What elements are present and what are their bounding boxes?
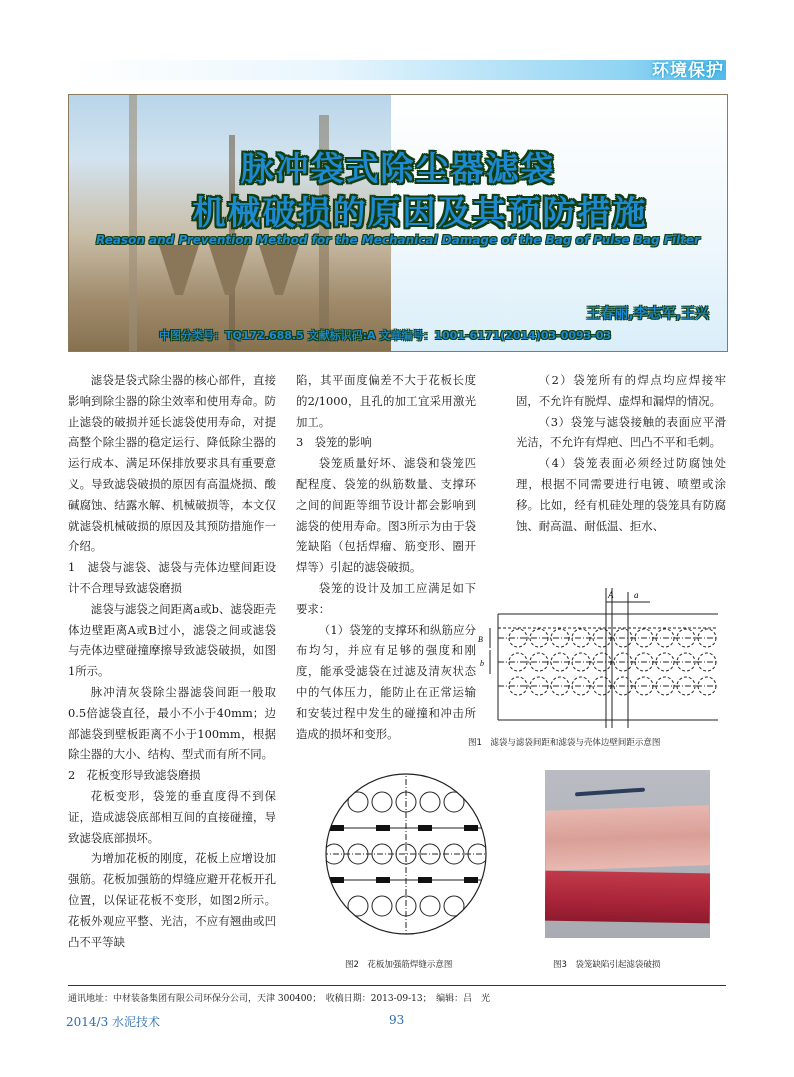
banner-photo-hopper: [159, 245, 199, 295]
body-paragraph: 为增加花板的刚度，花板上应增设加强筋。花板加强筋的焊缝应避开花板开孔位置，以保证花板不变形，如图2所示。花板外观应平整、光洁，不应有翘曲或凹凸不平等缺: [68, 851, 276, 949]
body-paragraph: 花板变形，袋笼的垂直度得不到保证，造成滤袋底部相互间的直接碰撞，导致滤袋底部损坏。: [68, 788, 276, 845]
body-paragraph: （4）袋笼表面必须经过防腐蚀处理，根据不同需要进行电镀、喷塑或涂移。比如，经有机硅处理的袋笼具有防腐蚀、耐高温、耐低温、拒水、: [516, 456, 726, 533]
body-paragraph: （2）袋笼所有的焊点均应焊接牢固，不允许有脱焊、虚焊和漏焊的情况。: [516, 373, 726, 408]
body-paragraph: （1）袋笼的支撑环和纵筋应分布均匀，并应有足够的强度和刚度，能承受滤袋在过滤及清灰状态中的气体压力，能防止在正常运输和安装过程中发生的碰撞和冲击所造成的损坏和变形。: [296, 622, 476, 741]
body-paragraph: 脉冲清灰袋除尘器滤袋间距一般取0.5倍滤袋直径，最小不小于40mm；边部滤袋到壁板距离不小于100mm，根据除尘器的大小、结构、型式而有所不同。: [68, 684, 276, 762]
fig2-bag-hole: [444, 792, 464, 812]
section-label: 环境保护: [652, 61, 724, 81]
article-title-line2: 机械破损的原因及其预防措施: [192, 193, 648, 232]
fig2-bag-hole: [444, 896, 464, 916]
text-column-1: [68, 370, 276, 952]
journal-issue: 2014/3 水泥技术: [66, 1015, 161, 1029]
body-paragraph: （3）袋笼与滤袋接触的表面应平滑光洁，不允许有焊疤、凹凸不平和毛刺。: [516, 414, 726, 450]
cage-wire: [575, 788, 645, 797]
body-paragraph: 滤袋是袋式除尘器的核心部件，直接影响到除尘器的除尘效率和使用寿命。防止滤袋的破损并延长滤袋使用寿命，对提高整个除尘器的稳定运行、降低除尘器的运行成本、满足环保排放要求具有重要意义。导致滤袋破损的原因有高温烧损、酸碱腐蚀、结露水解、机械破损等，本文仅就滤袋机械破损的原因及其预防措施作一介绍。: [68, 373, 276, 554]
fig1-label-A: A: [608, 590, 614, 600]
figure-1-caption: 图1 滤袋与滤袋间距和滤袋与壳体边壁间距示意图: [468, 738, 661, 748]
fig2-bag-hole: [420, 792, 440, 812]
article-authors: 王春丽,李志军,王兴: [586, 306, 709, 322]
text-column-2: [296, 370, 476, 744]
title-banner: [68, 94, 728, 352]
text-column-3: [516, 370, 726, 536]
figure-3-photo: [545, 770, 710, 938]
figure-1-spacing-diagram: [478, 588, 726, 734]
banner-photo-hopper: [209, 245, 249, 295]
fig2-weld-mark: [376, 877, 390, 883]
figure-2-tubesheet-diagram: [322, 768, 490, 940]
body-paragraph: 袋笼质量好坏、滤袋和袋笼匹配程度、袋笼的纵筋数量、支撑环之间的间距等细节设计都会影响到滤袋的使用寿命。图3所示为由于袋笼缺陷（包括焊瘤、筋变形、圈开焊等）引起的滤袋破损。: [296, 456, 476, 575]
body-paragraph: 滤袋与滤袋之间距离a或b、滤袋距壳体边壁距离A或B过小，滤袋之间或滤袋与壳体边壁碰撞摩擦导致滤袋破损，如图1所示。: [68, 601, 276, 679]
classification-line: 中图分类号：TQ172.688.5 文献标识码:A 文章编号：1001-6171(2014)03-0093-03: [159, 329, 612, 342]
fig2-weld-mark: [464, 825, 478, 831]
fig2-bag-hole: [348, 896, 368, 916]
article-title-line1: 脉冲袋式除尘器滤袋: [240, 149, 556, 188]
fig2-weld-mark: [330, 877, 344, 883]
fig1-label-b: b: [480, 659, 484, 668]
fig1-label-B: B: [478, 635, 483, 644]
fig1-label-a: a: [634, 590, 639, 600]
header-bar: [68, 60, 726, 80]
section-heading: 2 花板变形导致滤袋磨损: [68, 768, 201, 783]
body-paragraph: 袋笼的设计及加工应满足如下要求：: [296, 580, 476, 616]
fig2-bag-hole: [348, 792, 368, 812]
figure-3-caption: 图3 袋笼缺陷引起滤袋破损: [553, 960, 661, 970]
fig2-weld-mark: [418, 825, 432, 831]
fig2-bag-hole: [420, 896, 440, 916]
article-title-english: Reason and Prevention Method for the Mechanical Damage of the Bag of Pulse Bag Filter: [96, 233, 700, 247]
footer-rule: [68, 985, 726, 986]
footer-address: 通讯地址：中材装备集团有限公司环保分公司，天津 300400； 收稿日期：2013-09-13； 编辑：吕 光: [68, 994, 491, 1004]
section-heading: 陷，其平面度偏差不大于花板长度的2/1000，且孔的加工宜采用激光加工。: [296, 373, 476, 429]
section-heading: 1 滤袋与滤袋、滤袋与壳体边壁间距设计不合理导致滤袋磨损: [68, 560, 276, 595]
damaged-bag-red: [545, 871, 710, 924]
fig2-weld-mark: [330, 825, 344, 831]
page-number: 93: [389, 1013, 405, 1027]
damaged-bag-pink: [545, 805, 710, 871]
fig2-bag-hole: [372, 792, 392, 812]
section-heading: 3 袋笼的影响: [296, 435, 372, 450]
fig2-weld-mark: [376, 825, 390, 831]
fig2-weld-mark: [464, 877, 478, 883]
fig2-bag-hole: [372, 896, 392, 916]
fig2-weld-mark: [418, 877, 432, 883]
figure-2-caption: 图2 花板加强筋焊缝示意图: [345, 960, 453, 970]
banner-photo-hopper: [259, 245, 299, 295]
